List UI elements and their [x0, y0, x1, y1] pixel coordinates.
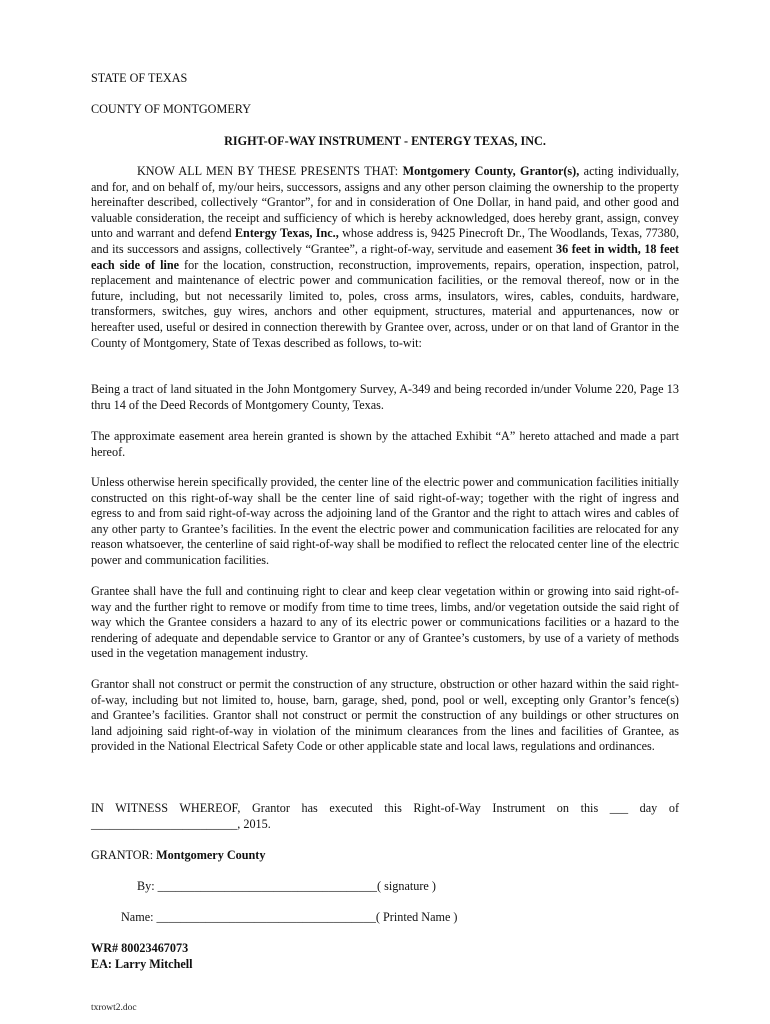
vegetation-paragraph: Grantee shall have the full and continuing right to clear and keep clear vegetation within or growing into said right-of-way and the further right to remove or modify from time to time trees, limbs, and/or vegetation outside the said right of way which the Grantee considers a hazard to any of its electric power or communications facilities or a hazard to the rendering of adequate and dependable service to Grantor or any of Grantee’s customers, by use of a variety of methods used in the vegetation management industry. [91, 584, 679, 661]
county-heading: COUNTY OF MONTGOMERY [91, 102, 252, 116]
intro-part2: whose address is, 9425 Pinecroft Dr., The Woodlands, Texas, 77380, and its successors and assigns, collectively “Grantee”, a right-of-way, servitude and easement [91, 226, 679, 256]
witness-paragraph: IN WITNESS WHEREOF, Grantor has executed this Right-of-Way Instrument on this ___ day of ________________________, 2015. [91, 801, 679, 831]
grantee-name: Entergy Texas, Inc., [234, 226, 339, 241]
grantor-name: Montgomery County, Grantor(s), [402, 164, 580, 178]
printed-name-line: Name: ____________________________________( Printed Name ) [121, 910, 458, 924]
document-title: RIGHT-OF-WAY INSTRUMENT - ENTERGY TEXAS, INC. [224, 134, 546, 148]
grantor-value: Montgomery County [156, 848, 266, 862]
footer-filename: txrowt2.doc [91, 1003, 137, 1013]
intro-part3: for the location, construction, reconstruction, improvements, repairs, operation, inspection, patrol, replacement and maintenance of electric power and communication facilities, or the removal thereof, now or in the future, including, but not necessarily limited to, poles, cross arms, insulators, wires, cables, conduits, hardware, transformers, switches, guy wires, anchors and other equipment, structures, material and appurtenances, now or hereafter used, useful or desired in connection therewith by Grantee over, across, under or on that land of Grantor in the County of Montgomery, State of Texas described as follows, to-wit: [91, 257, 679, 350]
intro-paragraph [91, 164, 679, 351]
centerline-paragraph: Unless otherwise herein specifically provided, the center line of the electric power and communication facilities initially constructed on this right-of-way shall be the center line of said right-of-way; together with the right of ingress and egress to and from said right-of-way across the adjoining land of the Grantor and the right to attach wires and cables of any other party to Grantee’s facilities. In the event the electric power and communication facilities are relocated for any reason whatsoever, the centerline of said right-of-way shall be modified to reflect the relocated center line of the electric power and communication facilities. [91, 475, 679, 567]
construction-paragraph: Grantor shall not construct or permit the construction of any structure, obstruction or other hazard within the said right-of-way, including but not limited to, house, barn, garage, shed, pond, pool or well, excepting only Grantor’s fence(s) and Grantee’s facilities. Grantor shall not construct or permit the construction of any buildings or other structures on land adjoining said right-of-way in violation of the minimum clearances from the lines and facilities of Grantee, as provided in the National Electrical Safety Code or other applicable state and local laws, regulations and ordinances. [91, 677, 679, 754]
tract-paragraph: Being a tract of land situated in the John Montgomery Survey, A-349 and being recorded in/under Volume 220, Page 13 thru 14 of the Deed Records of Montgomery County, Texas. [91, 382, 679, 412]
state-heading: STATE OF TEXAS [91, 71, 188, 85]
work-request-number: WR# 80023467073 [91, 941, 189, 955]
ea-name: EA: Larry Mitchell [91, 957, 193, 971]
exhibit-paragraph: The approximate easement area herein granted is shown by the attached Exhibit “A” hereto attached and made a part hereof. [91, 429, 679, 459]
intro-part1: acting individually, and for, and on behalf of, my/our heirs, successors, assigns and any other person claiming the ownership to the property hereinafter described, collectively “Grantor”, for and in consideration of One Dollar, in hand paid, and other good and valuable consideration, the receipt and sufficiency of which is hereby acknowledged, does hereby grant, assign, convey unto and warrant and defend [91, 164, 679, 241]
intro-lead: KNOW ALL MEN BY THESE PRESENTS THAT: [137, 164, 403, 178]
signature-by-line: By: ____________________________________( signature ) [137, 879, 436, 893]
easement-width: 36 feet in width, 18 feet each side of line [91, 241, 679, 272]
grantor-line [91, 848, 265, 863]
grantor-label: GRANTOR: [91, 848, 157, 862]
